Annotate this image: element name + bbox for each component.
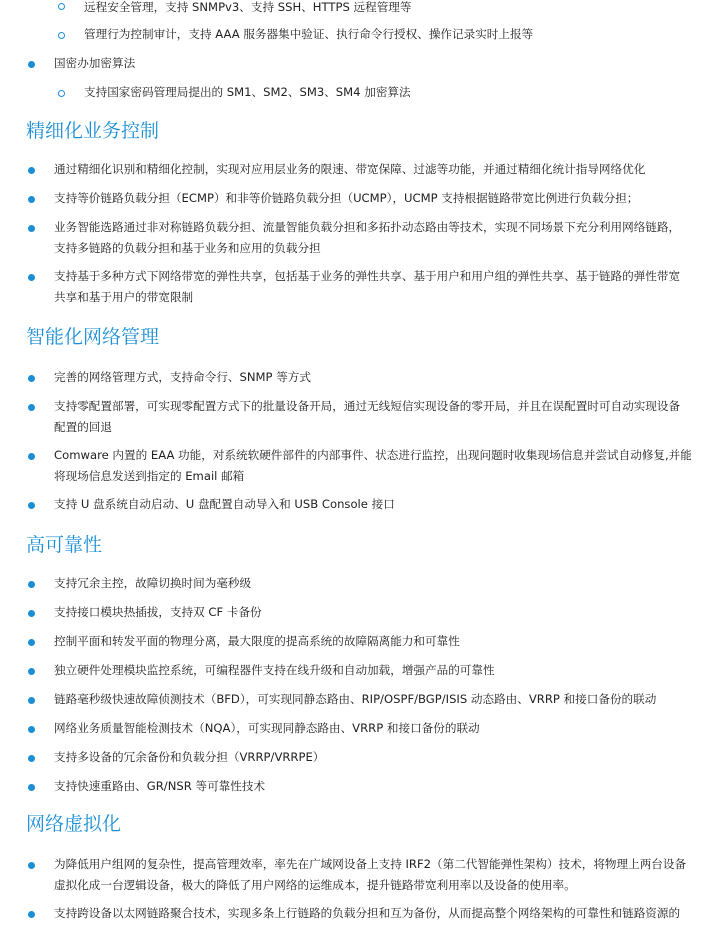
sub-bullet-icon — [58, 3, 65, 10]
list-item-continuation: 共享和基于用户的带宽限制 — [54, 290, 194, 304]
list-item: 支持跨设备以太网链路聚合技术，实现多条上行链路的负载分担和互为备份，从而提高整个网络架构的可靠性和链路资源的 — [54, 906, 681, 920]
list-item: 业务智能选路通过非对称链路负载分担、流量智能负载分担和多拓扑动态路由等技术，实现不同场景下充分利用网络链路， — [54, 220, 681, 234]
sub-bullet-icon — [58, 32, 65, 39]
list-item: 完善的网络管理方式，支持命令行、SNMP 等方式 — [54, 370, 311, 384]
list-item: 支持国家密码管理局提出的 SM1、SM2、SM3、SM4 加密算法 — [84, 85, 411, 99]
list-item: 网络业务质量智能检测技术（NQA），可实现同静态路由、VRRP 和接口备份的联动 — [54, 721, 480, 735]
list-item-continuation: 配置的回退 — [54, 420, 112, 434]
section-title-network-management: 智能化网络管理 — [26, 326, 160, 348]
list-item: 支持零配置部署，可实现零配置方式下的批量设备开局，通过无线短信实现设备的零开局，并且在误配置时可自动实现设备 — [54, 399, 681, 413]
bullet-icon — [28, 167, 35, 174]
section-title-fine-control: 精细化业务控制 — [26, 120, 160, 142]
bullet-icon — [28, 726, 35, 733]
list-item: 远程安全管理，支持 SNMPv3、支持 SSH、HTTPS 远程管理等 — [84, 0, 412, 14]
bullet-icon — [28, 196, 35, 203]
section-title-high-reliability: 高可靠性 — [26, 534, 103, 556]
list-item: 独立硬件处理模块监控系统，可编程器件支持在线升级和自动加载，增强产品的可靠性 — [54, 663, 495, 677]
bullet-icon — [28, 61, 35, 68]
bullet-icon — [28, 404, 35, 411]
list-item: 支持冗余主控，故障切换时间为毫秒级 — [54, 576, 252, 590]
bullet-icon — [28, 375, 35, 382]
bullet-icon — [28, 755, 35, 762]
list-item: 国密办加密算法 — [54, 56, 136, 70]
list-item-continuation: 将现场信息发送到指定的 Email 邮箱 — [54, 469, 245, 483]
bullet-icon — [28, 453, 35, 460]
list-item: 支持接口模块热插拔，支持双 CF 卡备份 — [54, 605, 262, 619]
bullet-icon — [28, 862, 35, 869]
list-item: 为降低用户组网的复杂性，提高管理效率，率先在广域网设备上支持 IRF2（第二代智能弹性架构）技术，将物理上两台设备 — [54, 857, 687, 871]
list-item-continuation: 支持多链路的负载分担和基于业务和应用的负载分担 — [54, 241, 321, 255]
bullet-icon — [28, 502, 35, 509]
list-item: 支持等价链路负载分担（ECMP）和非等价链路负载分担（UCMP），UCMP 支持根据链路带宽比例进行负载分担； — [54, 191, 639, 205]
list-item: 支持多设备的冗余备份和负载分担（VRRP/VRRPE） — [54, 750, 325, 764]
section-title-network-virtualization: 网络虚拟化 — [26, 813, 122, 835]
bullet-icon — [28, 225, 35, 232]
bullet-icon — [28, 668, 35, 675]
list-item: 管理行为控制审计，支持 AAA 服务器集中验证、执行命令行授权、操作记录实时上报等 — [84, 27, 534, 41]
list-item: 链路毫秒级快速故障侦测技术（BFD），可实现同静态路由、RIP/OSPF/BGP/ISIS 动态路由、VRRP 和接口备份的联动 — [54, 692, 657, 706]
list-item: 支持基于多种方式下网络带宽的弹性共享，包括基于业务的弹性共享、基于用户和用户组的弹性共享、基于链路的弹性带宽 — [54, 269, 681, 283]
list-item: 通过精细化识别和精细化控制，实现对应用层业务的限速、带宽保障、过滤等功能，并通过精细化统计指导网络优化 — [54, 162, 646, 176]
bullet-icon — [28, 274, 35, 281]
list-item: 支持快速重路由、GR/NSR 等可靠性技术 — [54, 779, 266, 793]
sub-bullet-icon — [58, 90, 65, 97]
bullet-icon — [28, 610, 35, 617]
list-item: 支持 U 盘系统自动启动、U 盘配置自动导入和 USB Console 接口 — [54, 497, 395, 511]
list-item-continuation: 虚拟化成一台逻辑设备，极大的降低了用户网络的运维成本，提升链路带宽利用率以及设备的使用率。 — [54, 878, 576, 892]
list-item: 控制平面和转发平面的物理分离，最大限度的提高系统的故障隔离能力和可靠性 — [54, 634, 460, 648]
bullet-icon — [28, 911, 35, 918]
bullet-icon — [28, 784, 35, 791]
list-item: Comware 内置的 EAA 功能，对系统软硬件部件的内部事件、状态进行监控，出现问题时收集现场信息并尝试自动修复,并能 — [54, 448, 692, 462]
bullet-icon — [28, 581, 35, 588]
bullet-icon — [28, 639, 35, 646]
bullet-icon — [28, 697, 35, 704]
